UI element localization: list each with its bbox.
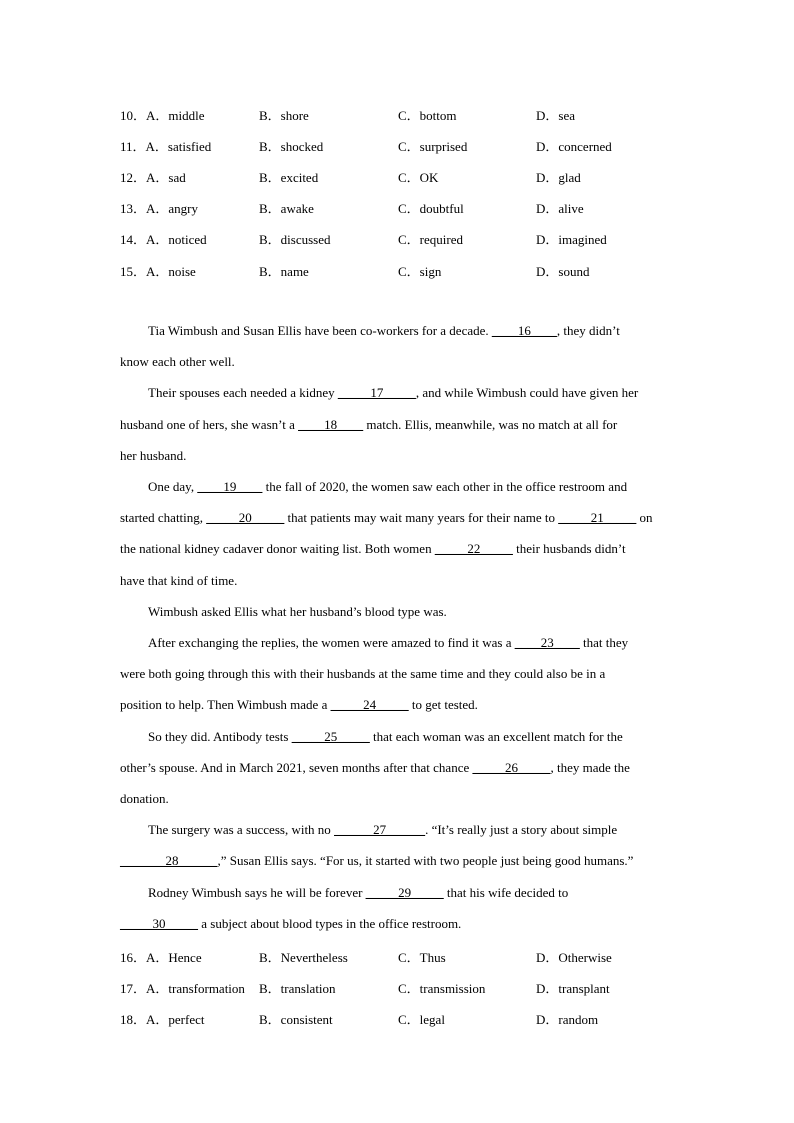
option-c: C．required — [398, 232, 463, 247]
blank-21: _____21_____ — [558, 510, 637, 525]
option-b: B．discussed — [259, 232, 331, 247]
question-options-row — [120, 229, 720, 249]
option-b: B．translation — [259, 981, 336, 996]
passage-line: have that kind of time. — [120, 573, 238, 588]
blank-30: _____30_____ — [120, 916, 198, 931]
option-a: 15．A．noise — [120, 264, 196, 279]
passage-line: Tia Wimbush and Susan Ellis have been co-workers for a decade. ____16____, they didn’t — [148, 323, 620, 338]
option-d: D．random — [536, 1012, 599, 1027]
option-a: 18．A．perfect — [120, 1012, 205, 1027]
passage-line: After exchanging the replies, the women were amazed to find it was a ____23____ that they — [148, 635, 629, 650]
option-b: B．shore — [259, 108, 309, 123]
passage-line: The surgery was a success, with no ______27______. “It’s really just a story about simple — [148, 822, 618, 837]
option-d: D．alive — [536, 201, 584, 216]
passage-line: _______28______,” Susan Ellis says. “For us, it started with two people just being good humans.” — [120, 853, 634, 868]
option-a: 17．A．transformation — [120, 981, 245, 996]
passage-line: One day, ____19____ the fall of 2020, the women saw each other in the office restroom and — [148, 479, 628, 494]
passage-line: Their spouses each needed a kidney _____17_____, and while Wimbush could have given her — [148, 385, 639, 400]
option-b: B．Nevertheless — [259, 950, 348, 965]
passage-line: _____30_____ a subject about blood types in the office restroom. — [120, 916, 462, 931]
blank-26: _____26_____ — [472, 760, 551, 775]
option-c: C．OK — [398, 170, 439, 185]
passage-line: husband one of hers, she wasn’t a ____18____ match. Ellis, meanwhile, was no match at all for — [120, 417, 618, 432]
option-b: B．name — [259, 264, 309, 279]
option-d: D．transplant — [536, 981, 610, 996]
option-d: D．imagined — [536, 232, 607, 247]
option-d: D．sound — [536, 264, 590, 279]
blank-27: ______27______ — [334, 822, 426, 837]
option-c: C．Thus — [398, 950, 446, 965]
option-a: 12．A．sad — [120, 170, 186, 185]
blank-29: _____29_____ — [365, 885, 444, 900]
blank-24: _____24_____ — [330, 697, 409, 712]
question-options-row — [120, 978, 720, 998]
question-options-row — [120, 167, 720, 187]
question-options-row — [120, 947, 720, 967]
option-a: 10．A．middle — [120, 108, 205, 123]
option-b: B．excited — [259, 170, 319, 185]
passage-line: Wimbush asked Ellis what her husband’s blood type was. — [148, 604, 447, 619]
blank-20: _____20_____ — [206, 510, 285, 525]
question-options-row — [120, 136, 720, 156]
option-c: C．surprised — [398, 139, 468, 154]
option-c: C．doubtful — [398, 201, 464, 216]
option-a: 16．A．Hence — [120, 950, 202, 965]
passage-line: position to help. Then Wimbush made a _____24_____ to get tested. — [120, 697, 478, 712]
option-b: B．shocked — [259, 139, 324, 154]
passage-line: So they did. Antibody tests _____25_____ that each woman was an excellent match for the — [148, 729, 623, 744]
option-c: C．legal — [398, 1012, 445, 1027]
option-a: 14．A．noticed — [120, 232, 207, 247]
option-a: 11．A．satisfied — [120, 139, 212, 154]
question-options-row — [120, 261, 720, 281]
blank-16: ____16____ — [491, 323, 557, 338]
passage-line: Rodney Wimbush says he will be forever _____29_____ that his wife decided to — [148, 885, 569, 900]
question-options-row — [120, 105, 720, 125]
passage-line: started chatting, _____20_____ that patients may wait many years for their name to _____21_____ on — [120, 510, 653, 525]
blank-25: _____25_____ — [291, 729, 370, 744]
passage-line: were both going through this with their husbands at the same time and they could also be in a — [120, 666, 606, 681]
passage-line: other’s spouse. And in March 2021, seven months after that chance _____26_____, they made the — [120, 760, 630, 775]
passage-line: her husband. — [120, 448, 187, 463]
option-b: B．consistent — [259, 1012, 333, 1027]
option-b: B．awake — [259, 201, 314, 216]
option-d: D．Otherwise — [536, 950, 612, 965]
option-c: C．bottom — [398, 108, 457, 123]
blank-23: ____23____ — [514, 635, 580, 650]
blank-18: ____18____ — [298, 417, 364, 432]
option-c: C．transmission — [398, 981, 486, 996]
option-a: 13．A．angry — [120, 201, 198, 216]
option-d: D．glad — [536, 170, 581, 185]
blank-17: _____17_____ — [337, 385, 416, 400]
option-c: C．sign — [398, 264, 442, 279]
passage-line: donation. — [120, 791, 169, 806]
passage-line: know each other well. — [120, 354, 235, 369]
blank-28: _______28______ — [120, 853, 218, 868]
blank-19: ____19____ — [197, 479, 263, 494]
option-d: D．sea — [536, 108, 575, 123]
question-options-row — [120, 1009, 720, 1029]
blank-22: _____22_____ — [434, 541, 513, 556]
question-options-row — [120, 198, 720, 218]
passage-line: the national kidney cadaver donor waiting list. Both women _____22_____ their husbands didn’t — [120, 541, 626, 556]
option-d: D．concerned — [536, 139, 612, 154]
